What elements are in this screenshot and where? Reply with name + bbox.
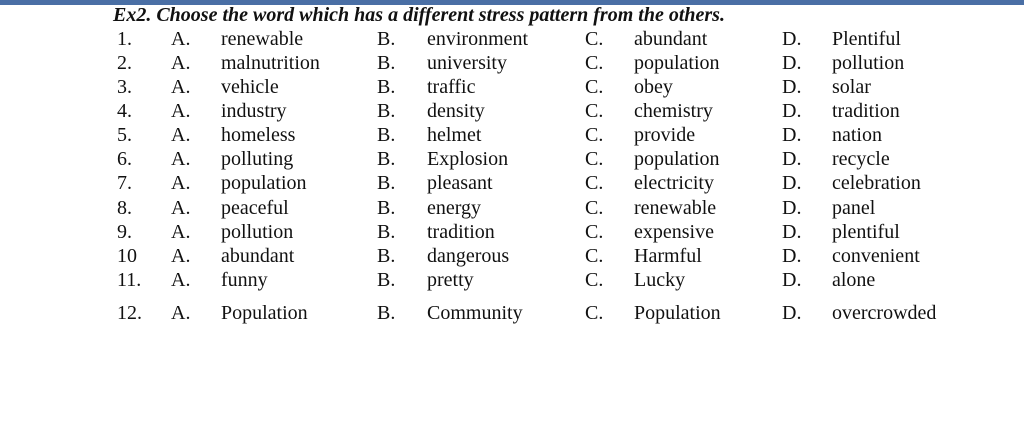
option-b-word: energy <box>427 197 482 219</box>
option-d-word: convenient <box>832 245 920 267</box>
option-c-letter: C. <box>585 172 604 194</box>
option-c-letter: C. <box>585 148 604 170</box>
option-d-letter: D. <box>782 28 802 50</box>
option-c-letter: C. <box>585 302 604 324</box>
option-b-word: Community <box>427 302 523 324</box>
option-a-letter: A. <box>171 28 191 50</box>
option-b-word: tradition <box>427 221 495 243</box>
option-b-letter: B. <box>377 245 396 267</box>
option-c-word: renewable <box>634 197 717 219</box>
question-number: 11. <box>117 269 142 291</box>
option-b-word: university <box>427 52 507 74</box>
option-b-word: dangerous <box>427 245 510 267</box>
option-b-letter: B. <box>377 302 396 324</box>
option-b-letter: B. <box>377 172 396 194</box>
option-c-letter: C. <box>585 52 604 74</box>
option-d-letter: D. <box>782 302 802 324</box>
option-a-letter: A. <box>171 245 191 267</box>
option-d-letter: D. <box>782 269 802 291</box>
option-c-word: population <box>634 52 720 74</box>
question-number: 10 <box>117 245 137 267</box>
option-d-letter: D. <box>782 76 802 98</box>
option-a-letter: A. <box>171 172 191 194</box>
option-c-word: population <box>634 148 720 170</box>
option-d-word: celebration <box>832 172 921 194</box>
option-a-word: peaceful <box>221 197 289 219</box>
option-d-word: tradition <box>832 100 900 122</box>
option-a-letter: A. <box>171 221 191 243</box>
option-c-letter: C. <box>585 269 604 291</box>
option-a-word: homeless <box>221 124 296 146</box>
question-number: 6. <box>117 148 132 170</box>
option-d-word: nation <box>832 124 882 146</box>
option-d-word: overcrowded <box>832 302 937 324</box>
option-a-word: industry <box>221 100 287 122</box>
option-a-letter: A. <box>171 148 191 170</box>
option-d-letter: D. <box>782 172 802 194</box>
question-number: 8. <box>117 197 132 219</box>
option-c-letter: C. <box>585 221 604 243</box>
option-b-letter: B. <box>377 221 396 243</box>
option-c-letter: C. <box>585 28 604 50</box>
option-c-letter: C. <box>585 76 604 98</box>
option-a-letter: A. <box>171 197 191 219</box>
option-c-word: provide <box>634 124 696 146</box>
option-b-letter: B. <box>377 197 396 219</box>
option-a-letter: A. <box>171 76 191 98</box>
option-b-letter: B. <box>377 148 396 170</box>
option-b-word: environment <box>427 28 529 50</box>
exercise-title: Ex2. Choose the word which has a different stress pattern from the others. <box>113 4 725 26</box>
option-c-word: obey <box>634 76 673 98</box>
option-d-letter: D. <box>782 100 802 122</box>
option-a-letter: A. <box>171 302 191 324</box>
option-d-letter: D. <box>782 124 802 146</box>
option-d-word: pollution <box>832 52 905 74</box>
option-b-letter: B. <box>377 100 396 122</box>
question-number: 7. <box>117 172 132 194</box>
option-d-word: plentiful <box>832 221 900 243</box>
option-c-word: expensive <box>634 221 714 243</box>
option-b-word: helmet <box>427 124 482 146</box>
option-b-letter: B. <box>377 76 396 98</box>
option-a-word: population <box>221 172 307 194</box>
option-d-letter: D. <box>782 245 802 267</box>
option-c-word: Population <box>634 302 721 324</box>
option-b-word: pretty <box>427 269 474 291</box>
option-d-word: recycle <box>832 148 890 170</box>
option-a-letter: A. <box>171 124 191 146</box>
option-c-word: chemistry <box>634 100 713 122</box>
option-b-letter: B. <box>377 52 396 74</box>
option-b-letter: B. <box>377 28 396 50</box>
option-a-word: polluting <box>221 148 294 170</box>
option-d-word: alone <box>832 269 876 291</box>
option-c-word: electricity <box>634 172 714 194</box>
option-d-word: solar <box>832 76 871 98</box>
option-b-word: traffic <box>427 76 476 98</box>
option-a-letter: A. <box>171 52 191 74</box>
option-d-word: Plentiful <box>832 28 901 50</box>
option-a-word: Population <box>221 302 308 324</box>
option-b-word: pleasant <box>427 172 493 194</box>
option-a-word: malnutrition <box>221 52 320 74</box>
question-number: 1. <box>117 28 132 50</box>
option-d-letter: D. <box>782 221 802 243</box>
option-d-letter: D. <box>782 197 802 219</box>
question-number: 9. <box>117 221 132 243</box>
option-b-word: Explosion <box>427 148 509 170</box>
option-b-letter: B. <box>377 269 396 291</box>
option-a-word: abundant <box>221 245 295 267</box>
question-number: 4. <box>117 100 132 122</box>
option-c-word: Harmful <box>634 245 702 267</box>
option-a-letter: A. <box>171 100 191 122</box>
option-a-word: renewable <box>221 28 304 50</box>
option-a-letter: A. <box>171 269 191 291</box>
option-a-word: vehicle <box>221 76 279 98</box>
option-d-letter: D. <box>782 52 802 74</box>
question-number: 2. <box>117 52 132 74</box>
option-d-word: panel <box>832 197 876 219</box>
question-number: 12. <box>117 302 142 324</box>
option-c-letter: C. <box>585 245 604 267</box>
option-c-word: Lucky <box>634 269 686 291</box>
option-b-letter: B. <box>377 124 396 146</box>
option-c-word: abundant <box>634 28 708 50</box>
option-d-letter: D. <box>782 148 802 170</box>
question-number: 3. <box>117 76 132 98</box>
option-c-letter: C. <box>585 100 604 122</box>
option-a-word: pollution <box>221 221 294 243</box>
option-b-word: density <box>427 100 485 122</box>
option-a-word: funny <box>221 269 268 291</box>
question-number: 5. <box>117 124 132 146</box>
option-c-letter: C. <box>585 197 604 219</box>
option-c-letter: C. <box>585 124 604 146</box>
